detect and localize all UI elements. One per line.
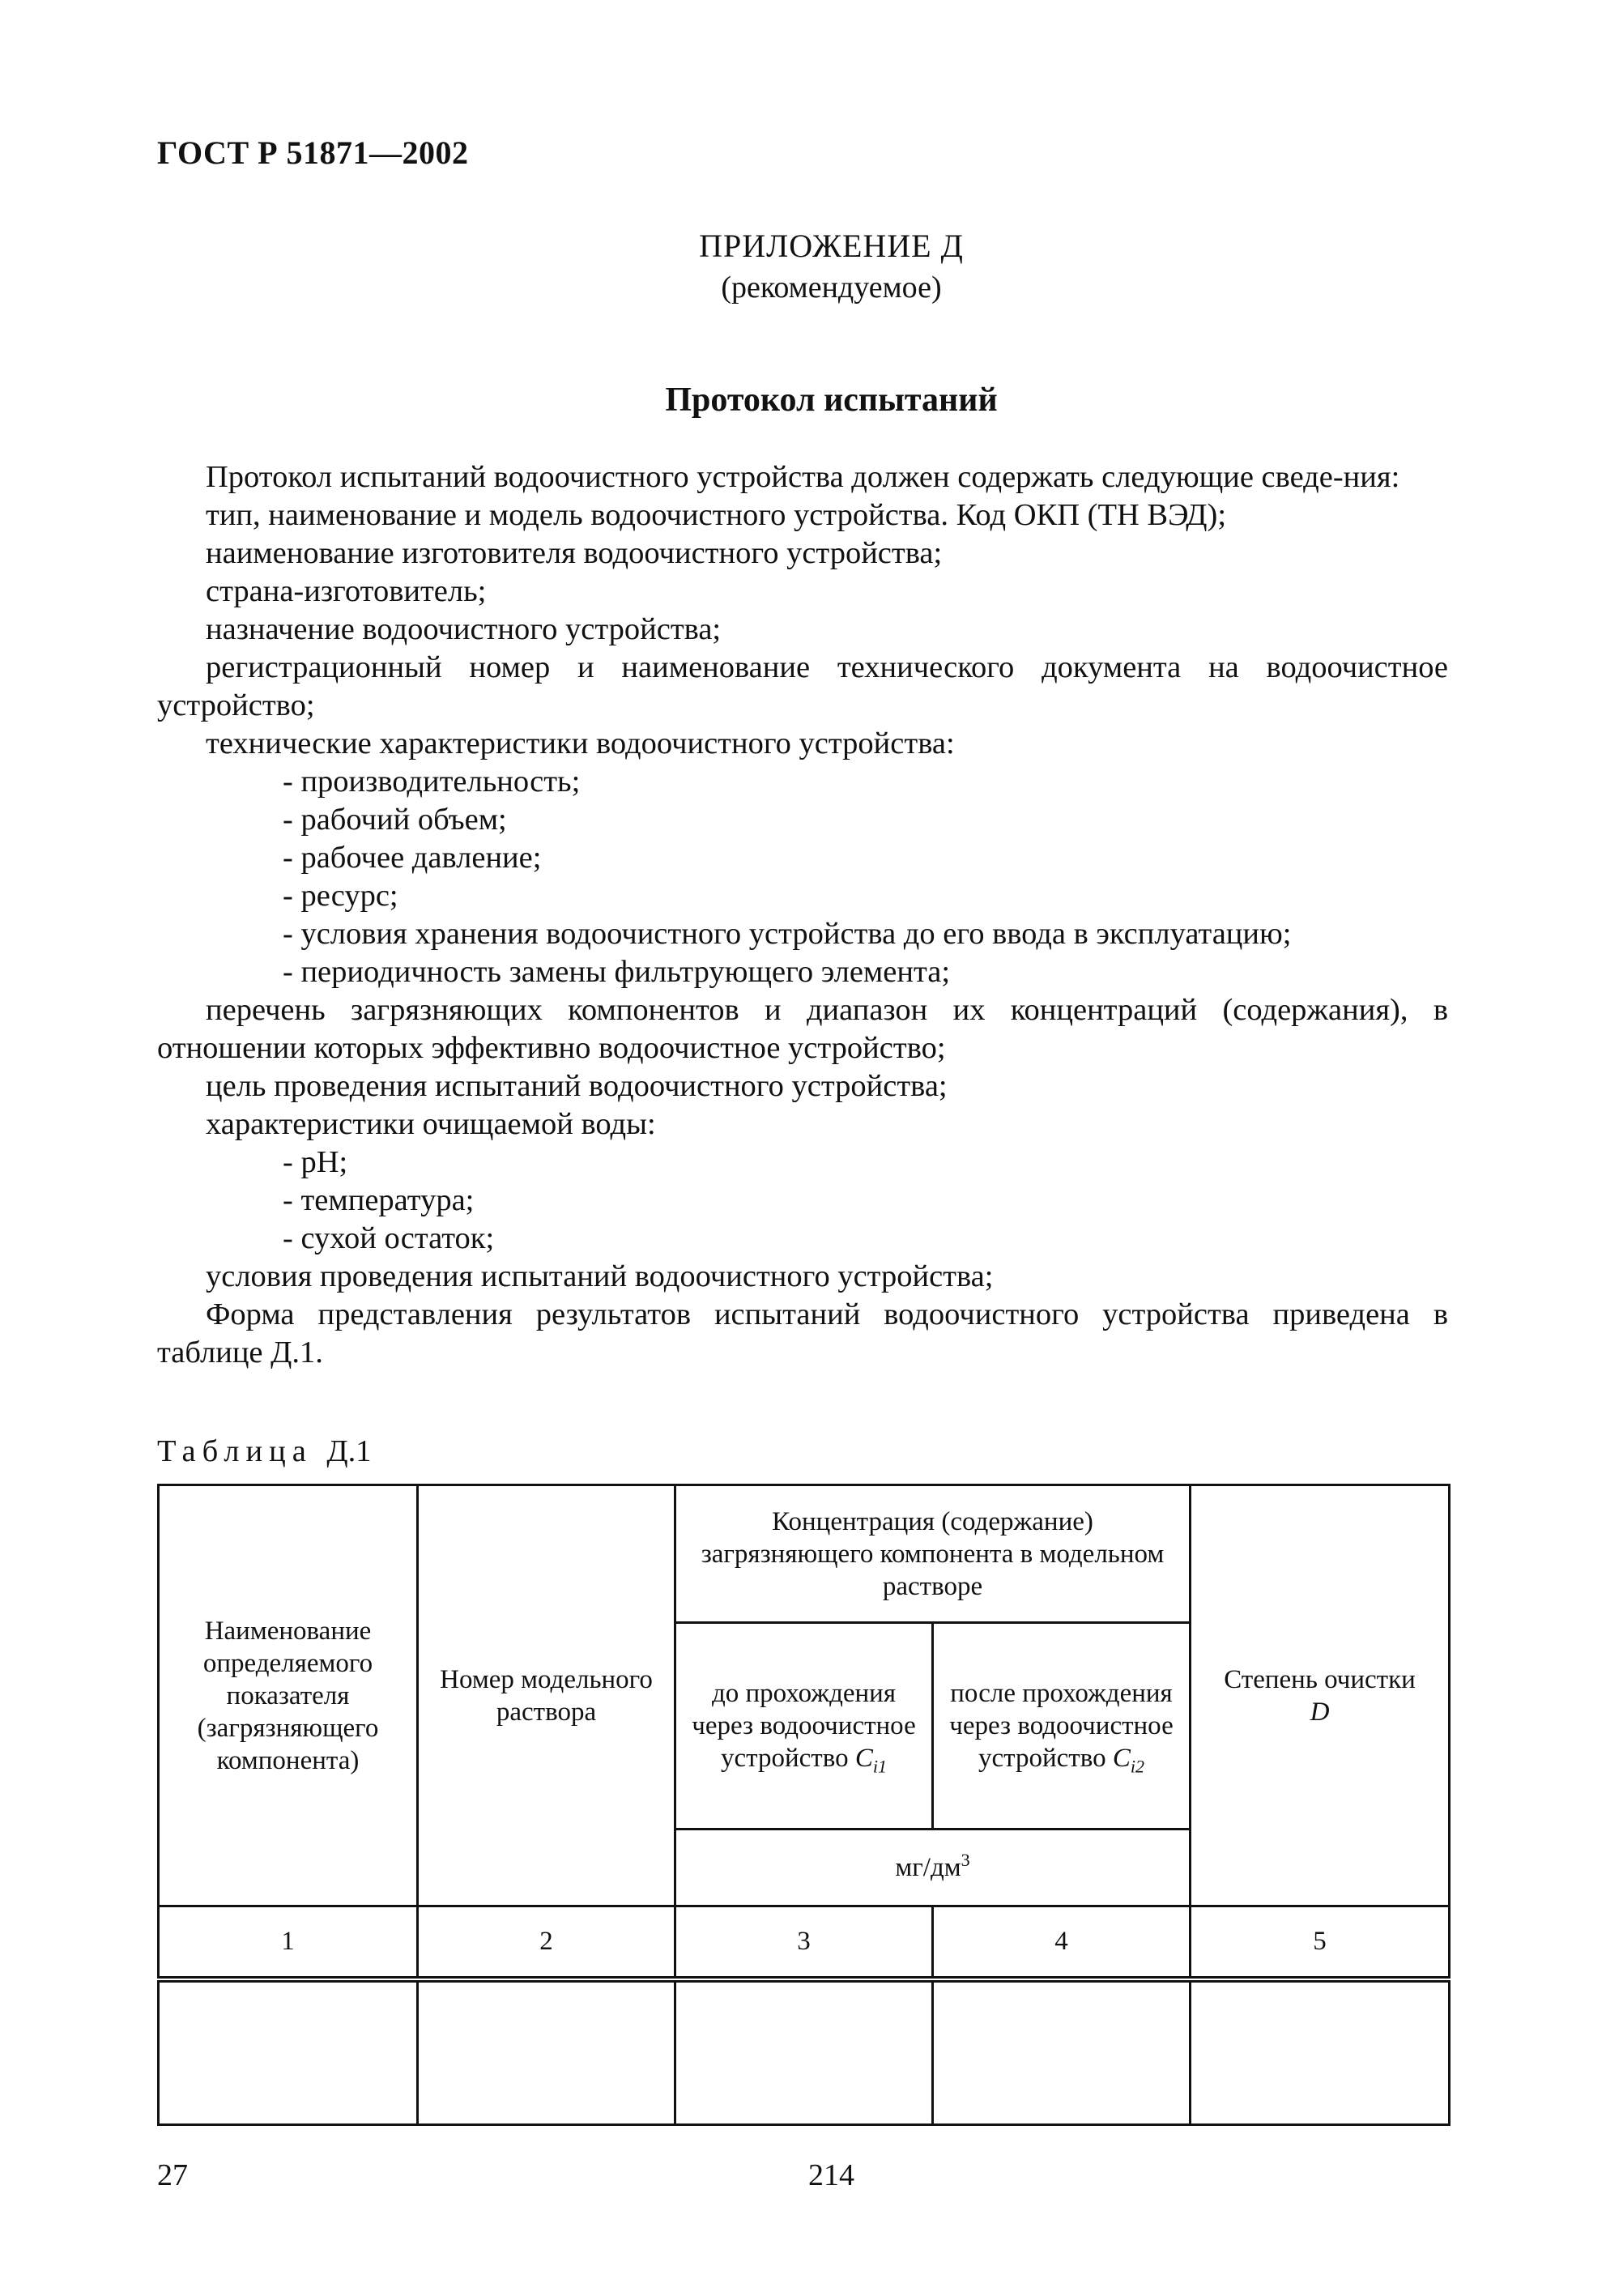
- table-caption-number: Д.1: [326, 1434, 372, 1468]
- column-number: 5: [1191, 1906, 1450, 1979]
- header-indicator-name: Наименование определяемого показателя (загрязняющего компонента): [159, 1485, 418, 1906]
- sub-list-item: - периодичность замены фильтрующего элемента;: [283, 955, 951, 989]
- header-after-device: [933, 1623, 1191, 1830]
- sub-list-item: - температура;: [283, 1183, 475, 1217]
- appendix-subtitle: (рекомендуемое): [721, 270, 942, 305]
- table-caption-word: Таблица: [157, 1434, 313, 1468]
- header-solution-number: Номер модельного раствора: [418, 1485, 675, 1906]
- list-item: страна-изготовитель;: [206, 574, 487, 608]
- header-before-device-text: до прохождения через водоочистное устройство: [692, 1679, 916, 1773]
- header-before-device: [675, 1623, 933, 1830]
- appendix-title: ПРИЛОЖЕНИЕ Д: [699, 228, 964, 264]
- header-after-device-sub: i2: [1130, 1756, 1144, 1777]
- column-number: 3: [675, 1906, 933, 1979]
- list-item: регистрационный номер и наименование технического документа на водоочистное устройство;: [157, 650, 1448, 722]
- sub-list-item: - сухой остаток;: [283, 1221, 495, 1255]
- table-cell: [159, 1979, 418, 2125]
- list-item: технические характеристики водоочистного устройства:: [206, 726, 955, 760]
- header-purification-degree: [1191, 1485, 1450, 1906]
- sub-list-item: - pH;: [283, 1145, 348, 1179]
- sub-list-item: - рабочий объем;: [283, 803, 507, 837]
- column-number: 4: [933, 1906, 1191, 1979]
- list-item: назначение водоочистного устройства;: [206, 612, 722, 646]
- column-number-row: [159, 1906, 1450, 1979]
- sub-list-item: - ресурс;: [283, 879, 398, 913]
- results-table: [157, 1484, 1451, 2126]
- header-before-device-symbol: C: [854, 1744, 873, 1773]
- table-cell: [418, 1979, 675, 2125]
- sub-list-item: - условия хранения водоочистного устройства до его ввода в эксплуатацию;: [283, 917, 1292, 951]
- table-caption: [157, 1433, 372, 1469]
- header-after-device-symbol: C: [1112, 1744, 1131, 1773]
- body-text: [157, 458, 1448, 1372]
- table-cell: [1191, 1979, 1450, 2125]
- column-number: 1: [159, 1906, 418, 1979]
- header-purification-degree-symbol: D: [1310, 1697, 1330, 1727]
- table-row: [159, 1979, 1450, 2125]
- list-item: характеристики очищаемой воды:: [206, 1107, 656, 1141]
- paragraph: Протокол испытаний водоочистного устройства должен содержать следующие сведе-ния:: [206, 460, 1400, 494]
- footer-page-number-left: 27: [157, 2158, 188, 2192]
- list-item: цель проведения испытаний водоочистного устройства;: [206, 1069, 948, 1103]
- header-before-device-sub: i1: [872, 1756, 887, 1777]
- header-unit-sup: 3: [961, 1850, 970, 1870]
- sub-list-item: - рабочее давление;: [283, 841, 542, 875]
- sub-list-item: - производительность;: [283, 765, 581, 799]
- footer-page-number-center: 214: [808, 2158, 854, 2192]
- list-item: условия проведения испытаний водоочистного устройства;: [206, 1259, 994, 1293]
- column-number: 2: [418, 1906, 675, 1979]
- header-concentration-group: Концентрация (содержание) загрязняющего компонента в модельном растворе: [675, 1485, 1191, 1623]
- header-unit-base: мг/дм: [895, 1853, 961, 1882]
- table-cell: [675, 1979, 933, 2125]
- table-cell: [933, 1979, 1191, 2125]
- list-item: наименование изготовителя водоочистного устройства;: [206, 536, 943, 570]
- list-item: перечень загрязняющих компонентов и диапазон их концентраций (содержания), в отношении которых эффективно водоочистное устройство;: [157, 993, 1448, 1065]
- list-item: тип, наименование и модель водоочистного устройства. Код ОКП (ТН ВЭД);: [206, 498, 1227, 532]
- header-after-device-text: после прохождения через водоочистное устройство: [949, 1679, 1174, 1773]
- header-purification-degree-text: Степень очистки: [1224, 1664, 1416, 1694]
- header-unit: [675, 1830, 1191, 1906]
- section-title: Протокол испытаний: [665, 381, 998, 419]
- paragraph: Форма представления результатов испытаний водоочистного устройства приведена в таблице Д.1.: [157, 1297, 1448, 1370]
- standard-code: ГОСТ Р 51871—2002: [157, 134, 469, 171]
